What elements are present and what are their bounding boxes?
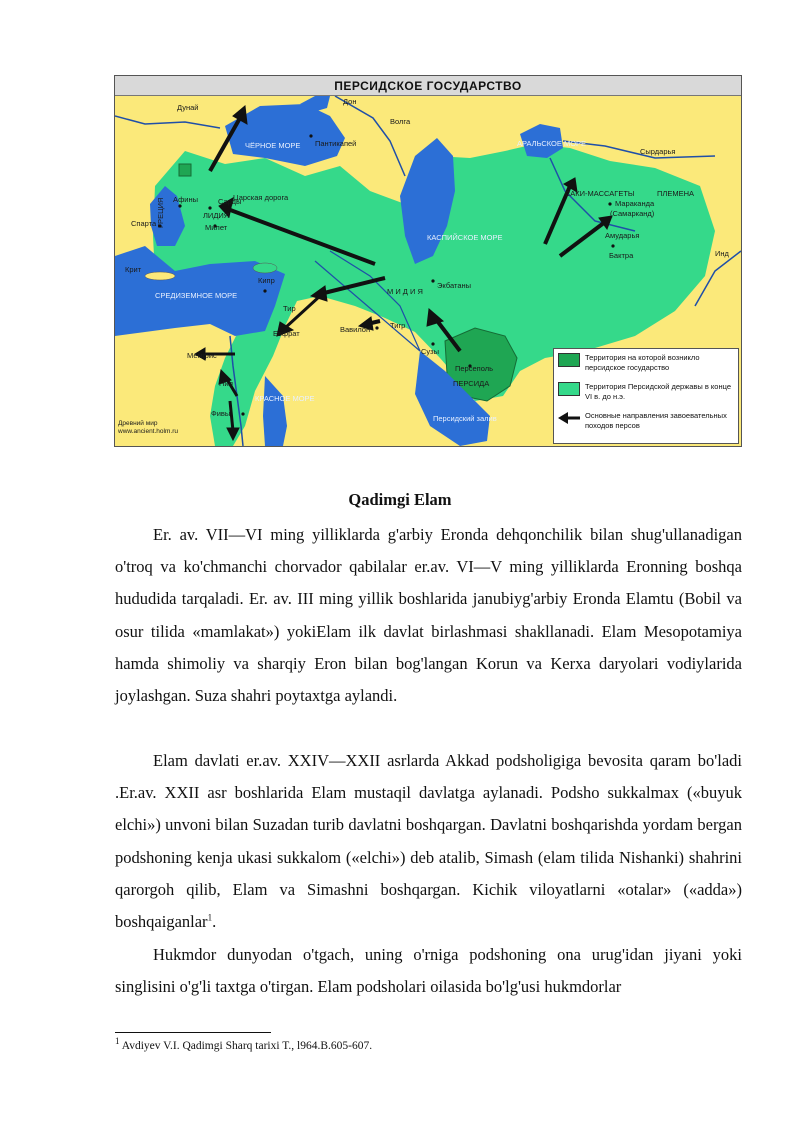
label-red-sea: КРАСНОЕ МОРЕ xyxy=(255,394,315,403)
label-amudarya: Амударья xyxy=(605,231,640,240)
origin-swatch xyxy=(558,353,580,367)
label-saki: САКИ-МАССАГЕТЫ xyxy=(565,189,635,198)
label-afiny: Афины xyxy=(173,195,198,204)
label-persepol: Персеполь xyxy=(455,364,494,373)
label-sparta: Спарта xyxy=(131,219,157,228)
label-dunay: Дунай xyxy=(177,103,199,112)
label-pantikapey: Пантикапей xyxy=(315,139,357,148)
label-ekbatany: Экбатаны xyxy=(437,281,472,290)
map-credit xyxy=(118,420,178,436)
legend-origin-label: Территория на которой возникло персидское государство xyxy=(585,353,700,372)
greece-origin-marker xyxy=(179,164,191,176)
crete xyxy=(145,272,175,280)
credit-line-1: Древний мир xyxy=(118,420,158,427)
label-ind: Инд xyxy=(715,249,729,258)
label-suzy: Сузы xyxy=(421,347,439,356)
label-tigr: Тигр xyxy=(390,321,406,330)
legend-arrows-label: Основные направления завоевательных походов персов xyxy=(585,411,727,430)
label-persida: ПЕРСИДА xyxy=(453,379,490,388)
label-tir: Тир xyxy=(283,304,296,313)
label-lidiya: ЛИДИЯ xyxy=(203,211,230,220)
paragraph-2-end: . xyxy=(212,912,217,932)
map-legend xyxy=(553,348,739,444)
label-tsarskaya-doroga: Царская дорога xyxy=(233,193,289,202)
footnote-reference[interactable]: 1 xyxy=(207,912,213,923)
label-don: Дон xyxy=(343,97,357,106)
empire-swatch xyxy=(558,382,580,396)
label-nil: Нил xyxy=(219,379,233,388)
label-vavilon: Вавилон xyxy=(340,325,371,334)
paragraph-2-text: Elam davlati er.av. XXIV—XXII asrlarda Akkad podsholigiga bevosita qaram bo'ladi .Er.av. XXII asr boshlarida Elam mustaqil davlatga aylanadi. Podsho sukkalmax («buyuk elchi») unvoni bilan Suzadan turib davlatni boshqargan. Davlatni boshqarishda yordam bergan podshoning kenja ukasi sukkalom («elchi») deb atalib, Simash (elam tilida Nishanki) shahrini qarorgoh qilib, Elam va Simashni boshqargan. Kichik viloyatlarni «otalar» («adda») boshqaiganlar xyxy=(115,751,742,932)
map-title: ПЕРСИДСКОЕ ГОСУДАРСТВО xyxy=(115,76,741,96)
persian-empire-map xyxy=(114,75,742,447)
legend-item-empire xyxy=(558,382,735,402)
paragraph-2 xyxy=(115,745,742,938)
label-krit: Крит xyxy=(125,265,142,274)
label-gulf: Персидский залив xyxy=(433,414,497,423)
label-volga: Волга xyxy=(390,117,411,126)
paragraph-3: Hukmdor dunyodan o'tgach, uning o'rniga podshoning ona urug'idan jiyani yoki singlisini o'g'li taxtga o'tirgan. Elam podsholari oilasida bo'lg'usi hukmdorlar xyxy=(115,945,742,997)
label-memfis: Мемфис xyxy=(187,351,217,360)
label-evfrat: Евфрат xyxy=(273,329,300,338)
cyprus xyxy=(253,263,277,273)
legend-item-arrows xyxy=(558,411,735,431)
footnote-number: 1 xyxy=(115,1036,120,1047)
label-tribes: ПЛЕМЕНА xyxy=(657,189,694,198)
footnote xyxy=(115,1036,373,1052)
label-marakanda: Мараканда xyxy=(615,199,655,208)
legend-empire-label: Территория Персидской державы в конце VI в. до н.э. xyxy=(585,382,731,401)
label-milet: Милет xyxy=(205,223,228,232)
label-black-sea: ЧЁРНОЕ МОРЕ xyxy=(245,141,301,150)
label-fivy: Фивы xyxy=(211,409,231,418)
label-media: М И Д И Я xyxy=(387,287,423,296)
label-samarkand: (Самарканд) xyxy=(610,209,655,218)
label-mediterranean-1: СРЕДИЗЕМНОЕ МОРЕ xyxy=(155,291,238,300)
footnote-text: Avdiyev V.I. Qadimgi Sharq tarixi T., l964.B.605-607. xyxy=(121,1040,373,1052)
label-syrdarya: Сырдарья xyxy=(640,147,676,156)
label-greece: ГРЕЦИЯ xyxy=(156,197,165,228)
label-sardy: Сарды xyxy=(218,197,242,206)
legend-item-origin xyxy=(558,353,735,373)
paragraph-1: Er. av. VII—VI ming yilliklarda g'arbiy Eronda dehqonchilik bilan shug'ullanadigan o'troq va ko'chmanchi chorvador qabilalar er.av. VI—V ming yilliklarda Eronning boshqa hududida tarqaladi. Er. av. III ming yillik boshlarida janubiyg'arbiy Eronda Elamtu (Bobil va osur tilida «mamlakat») yokiElam ilk davlat birlashmasi shakllanadi. Elam Mesopotamiya hamda shimoliy va sharqiy Eron bilan bog'langan Korun va Kerxa daryolari vodiylarida joylashgan. Suza shahri poytaxtga aylandi. xyxy=(115,525,742,706)
credit-line-2: www.ancient.holm.ru xyxy=(118,428,178,435)
label-aral: АРАЛЬСКОЕ МОРЕ xyxy=(517,139,587,148)
section-title: Qadimgi Elam xyxy=(348,490,452,509)
footnote-divider xyxy=(115,1032,271,1033)
label-baktra: Бактра xyxy=(609,251,634,260)
label-caspian: КАСПИЙСКОЕ МОРЕ xyxy=(427,233,503,242)
label-kipr: Кипр xyxy=(258,276,275,285)
arrow-left-icon xyxy=(558,411,580,425)
